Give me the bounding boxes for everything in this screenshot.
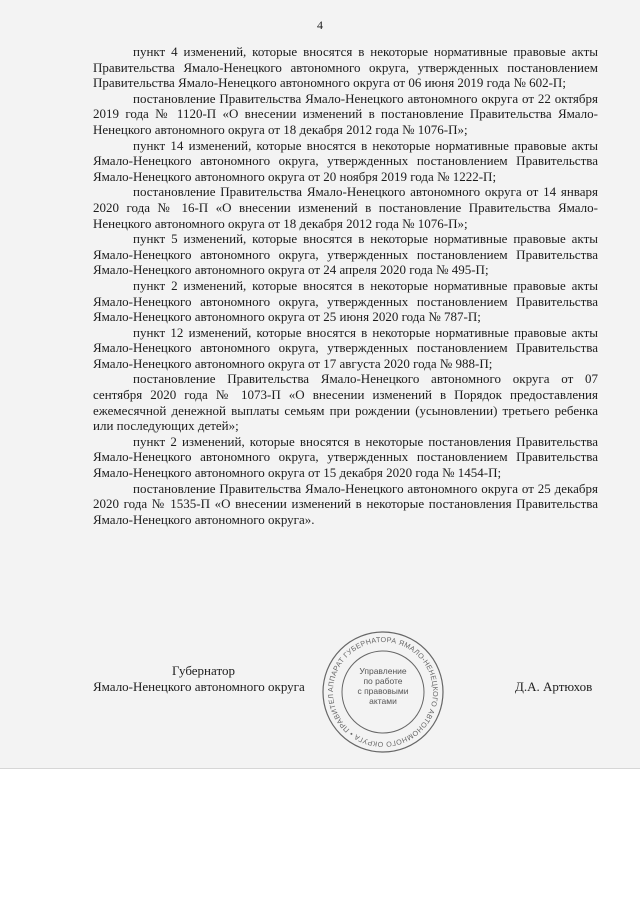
stamp-inner-line-4: актами — [369, 696, 397, 706]
stamp-inner-line-1: Управление — [359, 666, 407, 676]
paragraph-10: постановление Правительства Ямало-Ненецкого автономного округа от 25 декабря 2020 года № 1535-П «О внесении изменений в некоторые постановления Правительства Ямало-Ненецкого автономного округа». — [93, 480, 598, 527]
paragraph-5: пункт 5 изменений, которые вносятся в некоторые нормативные правовые акты Ямало-Ненецкого автономного округа, утвержденных постановлением Правительства Ямало-Ненецкого автономного округа от 24 апреля 2020 года № 495-П; — [93, 231, 598, 278]
paragraph-6: пункт 2 изменений, которые вносятся в некоторые нормативные правовые акты Ямало-Ненецкого автономного округа, утвержденных постановлением Правительства Ямало-Ненецкого автономного округа от 25 июня 2020 года № 787-П; — [93, 277, 598, 325]
paragraph-8: постановление Правительства Ямало-Ненецкого автономного округа от 07 сентября 2020 года № 1073-П «О внесении изменений в Порядок предоставления ежемесячной денежной выплаты семьям при рождении (усыновлении) третьего ребенка или последующих детей»; — [93, 371, 598, 434]
stamp-inner-text — [313, 666, 453, 706]
page-number: 4 — [317, 18, 323, 32]
signatory-name: Д.А. Артюхов — [515, 679, 593, 694]
paragraph-9: пункт 2 изменений, которые вносятся в некоторые постановления Правительства Ямало-Ненецкого автономного округа, утвержденных постановлением Правительства Ямало-Ненецкого автономного округа от 15 декабря 2020 года № 1454-П; — [93, 433, 598, 481]
paragraph-2: постановление Правительства Ямало-Ненецкого автономного округа от 22 октября 2019 года № 1120-П «О внесении изменений в постановление Правительства Ямало-Ненецкого автономного округа от 18 декабря 2012 года № 1076-П»; — [93, 90, 598, 137]
official-stamp — [313, 630, 453, 754]
stamp-ring-text: АППАРАТ ГУБЕРНАТОРА ЯМАЛО-НЕНЕЦКОГО АВТОНОМНОГО ОКРУГА • ПРАВИТЕЛ — [325, 634, 441, 750]
stamp-inner-line-3: с правовыми — [357, 686, 409, 696]
signatory-region: Ямало-Ненецкого автономного округа — [93, 678, 305, 694]
signatory-title — [0, 663, 340, 694]
stamp-inner-line-2: по работе — [363, 676, 403, 686]
signatory-position: Губернатор — [172, 663, 235, 678]
paragraph-1: пункт 4 изменений, которые вносятся в некоторые нормативные правовые акты Правительства Ямало-Ненецкого автономного округа, утвержденных постановлением Правительства Ямало-Ненецкого автономного округа от 06 июня 2019 года № 602-П; — [93, 44, 598, 91]
paragraph-4: постановление Правительства Ямало-Ненецкого автономного округа от 14 января 2020 года № 16-П «О внесении изменений в постановление Правительства Ямало-Ненецкого автономного округа от 18 декабря 2012 года № 1076-П»; — [93, 184, 598, 231]
document-body — [93, 44, 598, 527]
paragraph-7: пункт 12 изменений, которые вносятся в некоторые нормативные правовые акты Ямало-Ненецкого автономного округа, утвержденных постановлением Правительства Ямало-Ненецкого автономного округа от 17 августа 2020 года № 988-П; — [93, 324, 598, 371]
paragraph-3: пункт 14 изменений, которые вносятся в некоторые нормативные правовые акты Ямало-Ненецкого автономного округа, утвержденных постановлением Правительства Ямало-Ненецкого автономного округа от 20 ноября 2019 года № 1222-П; — [93, 137, 598, 184]
